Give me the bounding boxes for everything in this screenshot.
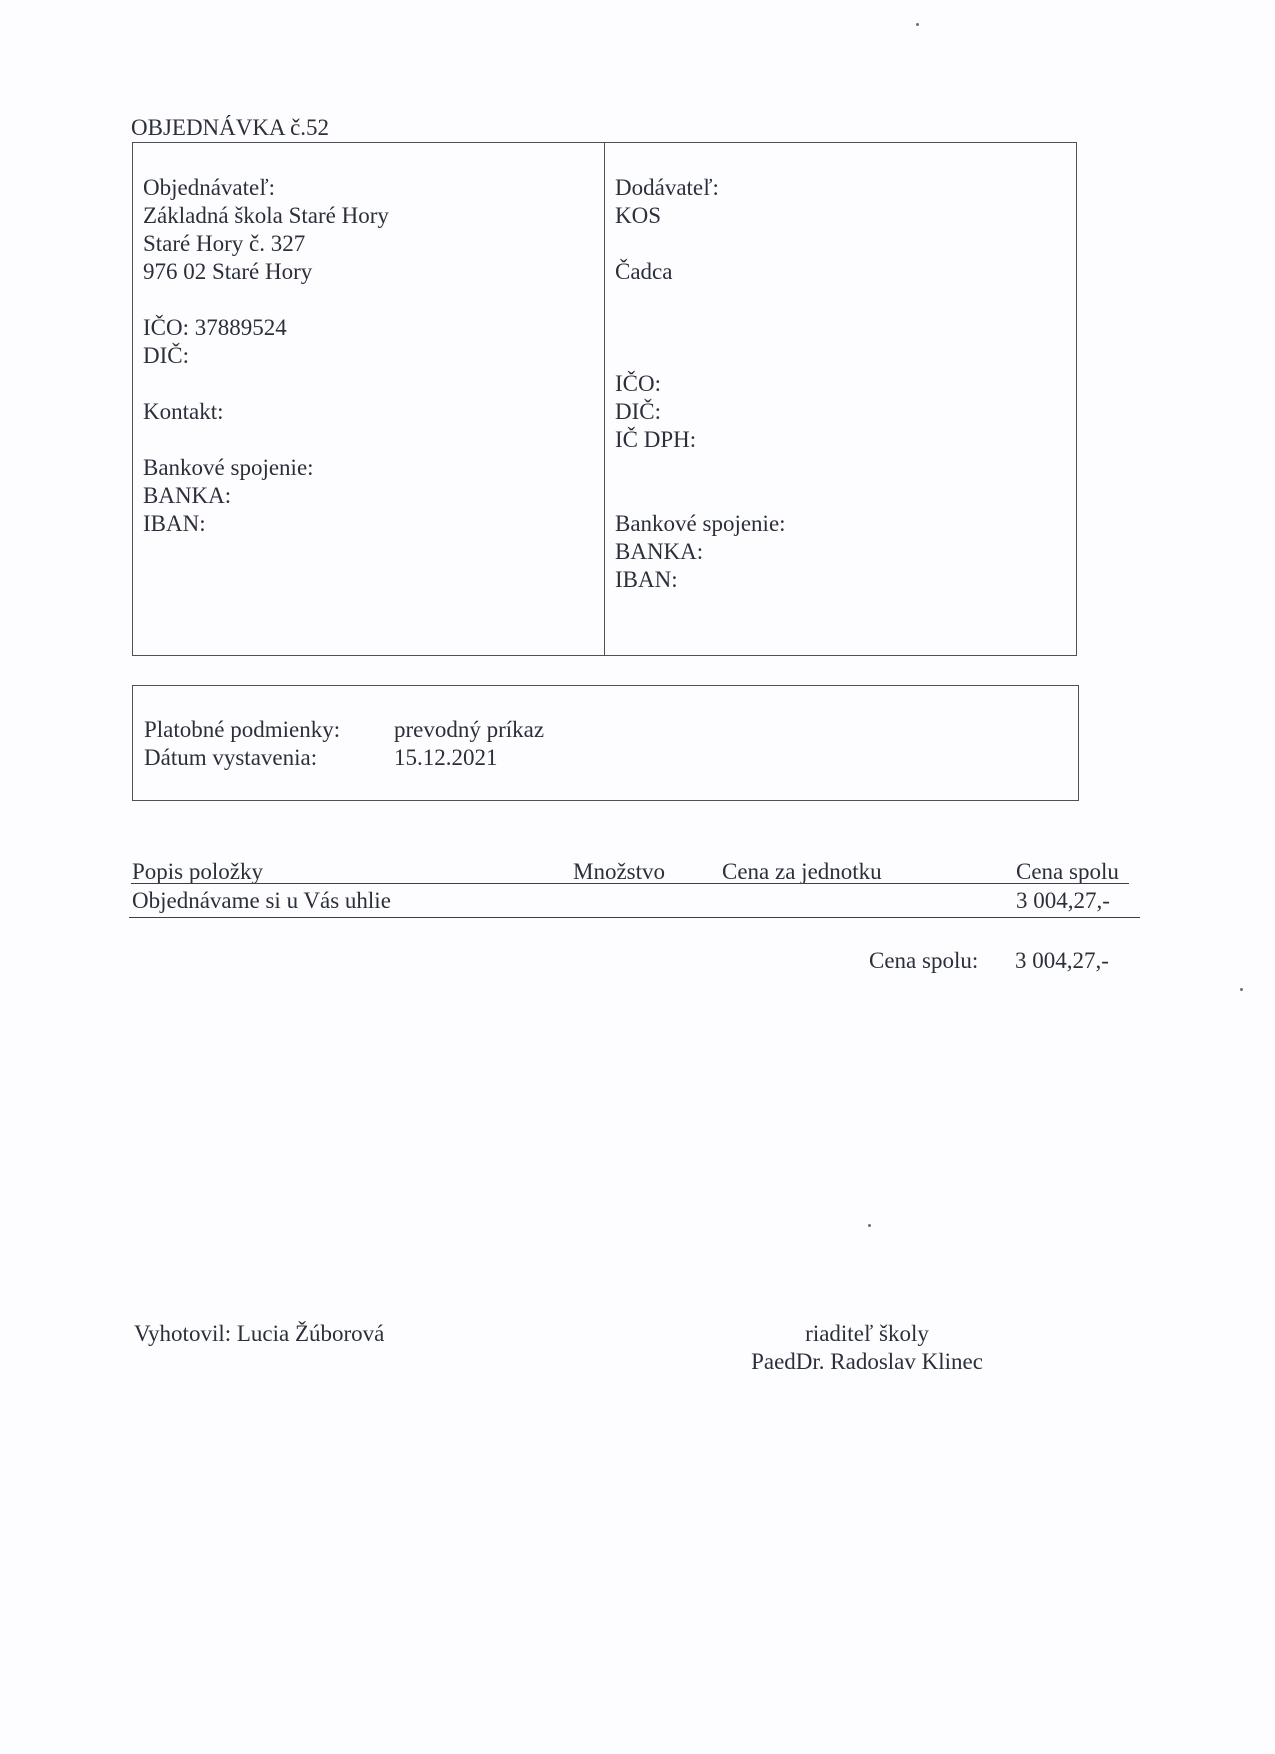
table-bottom-rule: [129, 917, 1140, 918]
supplier-dic: DIČ:: [615, 399, 661, 424]
header-unit-price: Cena za jednotku: [722, 859, 882, 884]
buyer-name: Základná škola Staré Hory: [143, 203, 389, 228]
supplier-bank: BANKA:: [615, 539, 704, 564]
summary-total-label: Cena spolu:: [869, 948, 979, 973]
scan-speck: [916, 23, 919, 26]
scan-speck: [868, 1224, 871, 1227]
buyer-iban: IBAN:: [143, 511, 206, 536]
supplier-iban: IBAN:: [615, 567, 678, 592]
header-quantity: Množstvo: [573, 859, 665, 884]
buyer-heading: Objednávateľ:: [143, 175, 275, 200]
party-divider: [604, 142, 605, 656]
buyer-bank-heading: Bankové spojenie:: [143, 455, 314, 480]
buyer-ico: IČO: 37889524: [143, 315, 287, 340]
buyer-contact: Kontakt:: [143, 399, 224, 424]
director-name: PaedDr. Radoslav Klinec: [751, 1349, 983, 1374]
issue-date-row: [0, 744, 1275, 772]
buyer-bank: BANKA:: [143, 483, 232, 508]
document-title: OBJEDNÁVKA č.52: [131, 115, 330, 140]
prepared-by: Vyhotovil: Lucia Žúborová: [134, 1321, 385, 1346]
director-role: riaditeľ školy: [805, 1321, 929, 1346]
buyer-city: 976 02 Staré Hory: [143, 259, 313, 284]
supplier-section: [615, 174, 786, 594]
buyer-section: [143, 174, 389, 538]
supplier-ico: IČO:: [615, 371, 661, 396]
supplier-city: Čadca: [615, 259, 673, 284]
scan-speck: [1240, 988, 1243, 991]
issue-date-label: Dátum vystavenia:: [144, 745, 318, 770]
supplier-name: KOS: [615, 203, 662, 228]
buyer-dic: DIČ:: [143, 343, 189, 368]
buyer-street: Staré Hory č. 327: [143, 231, 306, 256]
row-description: Objednávame si u Vás uhlie: [132, 888, 391, 913]
supplier-heading: Dodávateľ:: [615, 175, 719, 200]
payment-terms-label: Platobné podmienky:: [144, 717, 341, 742]
summary-total-value: 3 004,27,-: [1015, 948, 1109, 973]
supplier-bank-heading: Bankové spojenie:: [615, 511, 786, 536]
row-total: 3 004,27,-: [1016, 888, 1110, 913]
header-rule: [131, 883, 1129, 884]
supplier-ic-dph: IČ DPH:: [615, 427, 697, 452]
payment-terms-row: [0, 716, 1275, 744]
header-description: Popis položky: [132, 859, 263, 884]
payment-terms-value: prevodný príkaz: [394, 717, 545, 742]
issue-date-value: 15.12.2021: [394, 745, 498, 770]
header-total: Cena spolu: [1016, 859, 1119, 884]
director-signature-block: [740, 1320, 994, 1376]
